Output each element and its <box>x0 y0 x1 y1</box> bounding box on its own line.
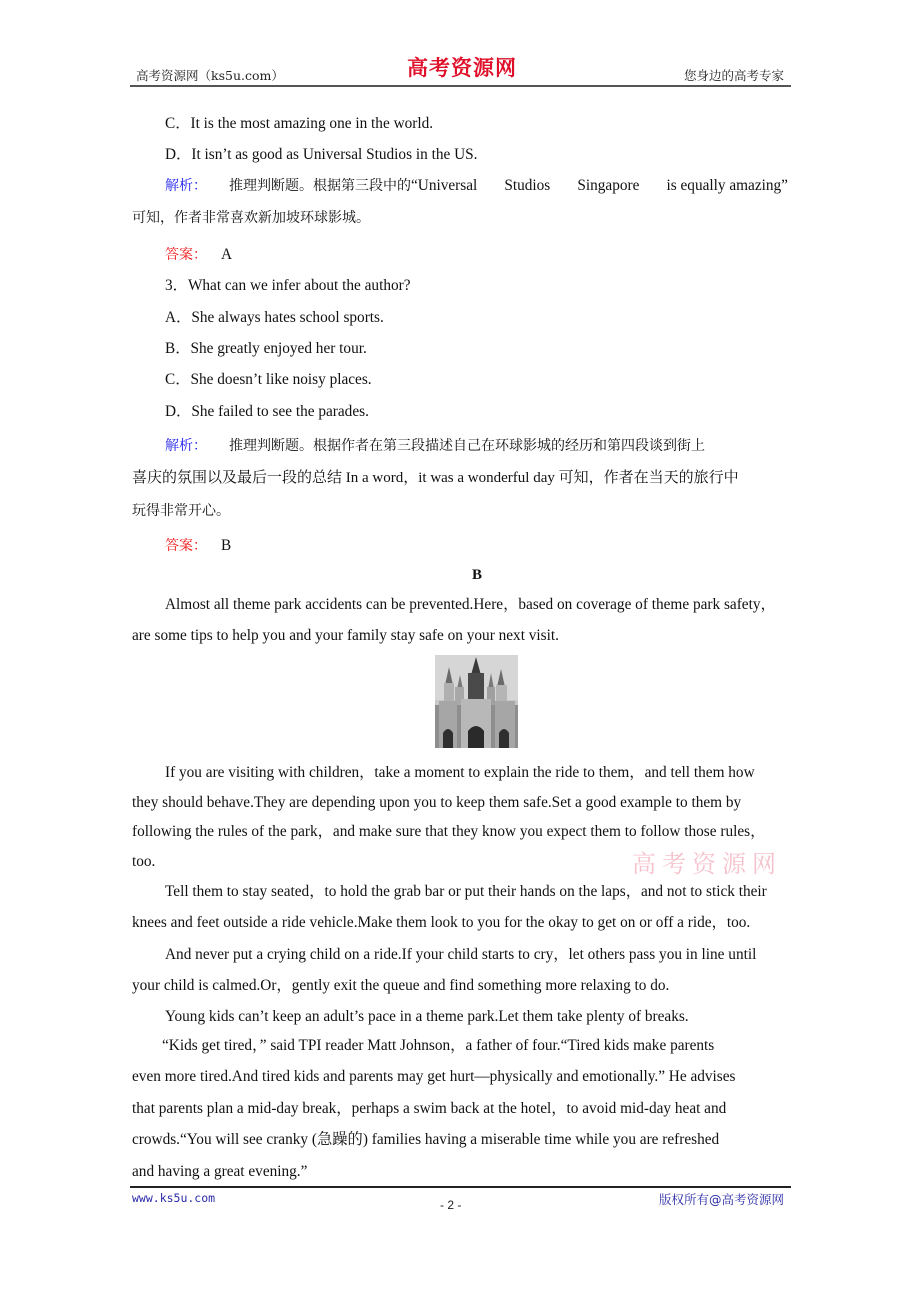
q3-analysis-line3: 玩得非常开心。 <box>132 503 230 519</box>
answer-label: 答案： <box>165 538 207 554</box>
option-letter: A． <box>165 309 192 326</box>
passage-line: even more tired.And tired kids and parents may get hurt—physically and emotionally.” He advises <box>132 1068 736 1085</box>
q2-option-d <box>165 145 477 165</box>
analysis-label: 解析： <box>165 438 207 454</box>
q3-option-a <box>165 308 384 328</box>
option-text: It isn’t as good as Universal Studios in the US. <box>191 146 478 163</box>
analysis-quote-word: Singapore <box>577 177 640 194</box>
footer-site-link[interactable]: www.ks5u.com <box>132 1191 216 1205</box>
q3-question: 3．What can we infer about the author? <box>165 277 411 294</box>
page-number: - 2 - <box>440 1198 462 1212</box>
q2-answer <box>165 245 232 265</box>
analysis-quote-word: “Universal <box>411 177 478 194</box>
q3-option-b <box>165 339 367 359</box>
passage-line: And never put a crying child on a ride.If your child starts to cry，let others pass you in line until <box>165 946 757 963</box>
header-slogan: 您身边的高考专家 <box>683 68 784 83</box>
watermark: 高考资源网 <box>632 850 782 878</box>
q3-option-d <box>165 402 369 422</box>
castle-photo <box>435 655 518 748</box>
option-letter: C． <box>165 371 191 388</box>
footer-copyright: 版权所有@高考资源网 <box>658 1192 784 1207</box>
q2-analysis-line1 <box>165 176 821 196</box>
q3-analysis-line1 <box>165 436 705 456</box>
passage-line: too. <box>132 853 156 870</box>
analysis-label: 解析： <box>165 178 207 194</box>
q3-option-c <box>165 370 372 390</box>
analysis-quote-word: Studios <box>504 177 551 194</box>
option-text: She doesn’t like noisy places. <box>190 371 372 388</box>
passage-line: and having a great evening.” <box>132 1163 308 1180</box>
passage-line: that parents plan a mid-day break，perhaps a swim back at the hotel，to avoid mid-day heat and <box>132 1100 727 1117</box>
analysis-text: 喜庆的氛围以及最后一段的总结 In a word，it was a wonderful day 可知，作者在当天的旅行中 <box>132 470 739 486</box>
passage-line: Tell them to stay seated，to hold the grab bar or put their hands on the laps，and not to stick their <box>165 883 767 900</box>
q3-analysis-line2 <box>132 468 739 488</box>
passage-line: “Kids get tired，” said TPI reader Matt Johnson，a father of four.“Tired kids make parents <box>162 1037 715 1054</box>
header-site-name: 高考资源网（ks5u.com） <box>136 68 284 83</box>
analysis-text: 推理判断题。根据作者在第三段描述自己在环球影城的经历和第四段谈到街上 <box>229 438 705 454</box>
option-text: She always hates school sports. <box>191 309 384 326</box>
q2-option-c <box>165 114 433 134</box>
answer-value: A <box>221 246 233 263</box>
option-letter: C． <box>165 115 191 132</box>
option-letter: D． <box>165 146 192 163</box>
option-text: It is the most amazing one in the world. <box>190 115 434 132</box>
header-logo: 高考资源网 <box>407 55 517 80</box>
option-text: She greatly enjoyed her tour. <box>190 340 367 357</box>
option-letter: B． <box>165 340 191 357</box>
passage-line: Young kids can’t keep an adult’s pace in a theme park.Let them take plenty of breaks. <box>165 1008 689 1025</box>
header-divider <box>130 85 791 87</box>
passage-line: are some tips to help you and your family stay safe on your next visit. <box>132 627 559 644</box>
analysis-text: 推理判断题。根据第三段中的 <box>229 178 411 194</box>
answer-label: 答案： <box>165 247 207 263</box>
option-letter: D． <box>165 403 192 420</box>
q3-answer <box>165 536 231 556</box>
passage-line: If you are visiting with children，take a moment to explain the ride to them，and tell them how <box>165 764 755 781</box>
analysis-quote-word: is equally amazing” <box>666 177 788 194</box>
answer-value: B <box>221 537 232 554</box>
castle-image-icon <box>435 655 518 748</box>
footer-divider <box>130 1186 791 1188</box>
page-header <box>130 52 790 87</box>
passage-line: they should behave.They are depending upon you to keep them safe.Set a good example to them by <box>132 794 742 811</box>
passage-line: Almost all theme park accidents can be prevented.Here，based on coverage of theme park safety， <box>165 596 776 613</box>
passage-line: your child is calmed.Or，gently exit the queue and find something more relaxing to do. <box>132 977 670 994</box>
passage-line: following the rules of the park，and make sure that they know you expect them to follow those rules， <box>132 823 766 840</box>
section-heading: B <box>471 567 482 583</box>
option-text: She failed to see the parades. <box>191 403 369 420</box>
passage-line: knees and feet outside a ride vehicle.Make them look to you for the okay to get on or off a ride，too. <box>132 914 751 931</box>
q2-analysis-line2: 可知，作者非常喜欢新加坡环球影城。 <box>132 210 370 226</box>
passage-line: crowds.“You will see cranky (急躁的) families having a miserable time while you are refreshed <box>132 1131 720 1148</box>
